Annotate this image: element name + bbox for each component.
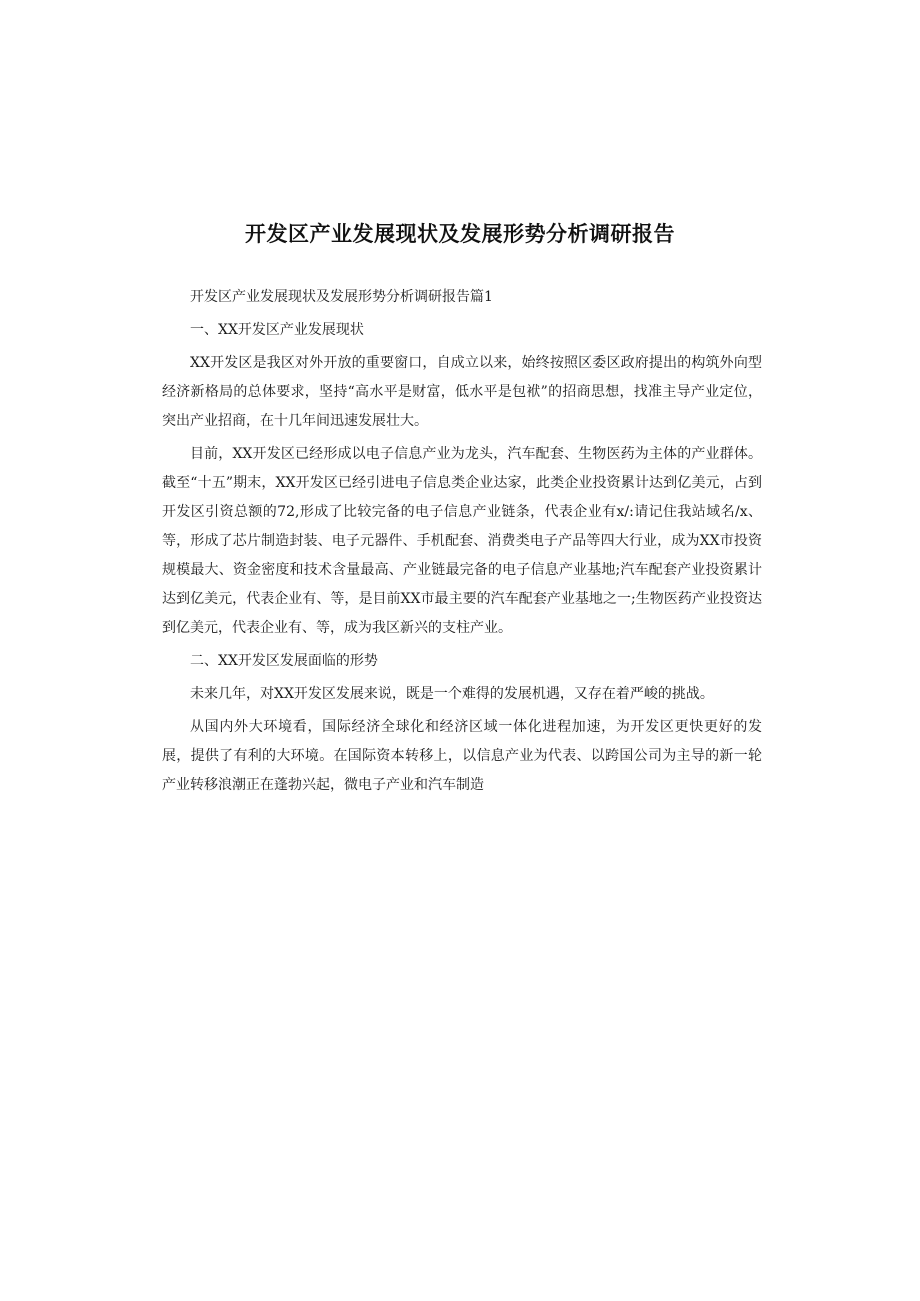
section-heading-2: 二、XX开发区发展面临的形势	[190, 653, 378, 669]
section-heading-1: 一、XX开发区产业发展现状	[190, 322, 364, 338]
paragraph: 未来几年，对XX开发区发展来说，既是一个难得的发展机遇，又存在着严峻的挑战。	[190, 686, 714, 702]
paragraph: 从国内外大环境看，国际经济全球化和经济区域一体化进程加速，为开发区更快更好的发展，提供了有利的大环境。在国际资本转移上，以信息产业为代表、以跨国公司为主导的新一轮产业转移浪潮正在蓬勃兴起，微电子产业和汽车制造	[162, 719, 762, 793]
paragraph: 目前，XX开发区已经形成以电子信息产业为龙头，汽车配套、生物医药为主体的产业群体。截至“十五”期末，XX开发区已经引进电子信息类企业达家，此类企业投资累计达到亿美元，占到开发区引资总额的72,形成了比较完备的电子信息产业链条，代表企业有x/:请记住我站域名/x、等，形成了芯片制造封装、电子元器件、手机配套、消费类电子产品等四大行业，成为XX市投资规模最大、资金密度和技术含量最高、产业链最完备的电子信息产业基地;汽车配套产业投资累计达到亿美元，代表企业有、等，是目前XX市最主要的汽车配套产业基地之一;生物医药产业投资达到亿美元，代表企业有、等，成为我区新兴的支柱产业。	[162, 446, 762, 636]
document-title: 开发区产业发展现状及发展形势分析调研报告	[245, 222, 675, 246]
report-subtitle: 开发区产业发展现状及发展形势分析调研报告篇1	[190, 289, 493, 305]
paragraph: XX开发区是我区对外开放的重要窗口，自成立以来，始终按照区委区政府提出的构筑外向型经济新格局的总体要求，坚持“高水平是财富，低水平是包袱”的招商思想，找准主导产业定位，突出产业招商，在十几年间迅速发展壮大。	[162, 355, 762, 429]
document-body	[162, 283, 762, 804]
